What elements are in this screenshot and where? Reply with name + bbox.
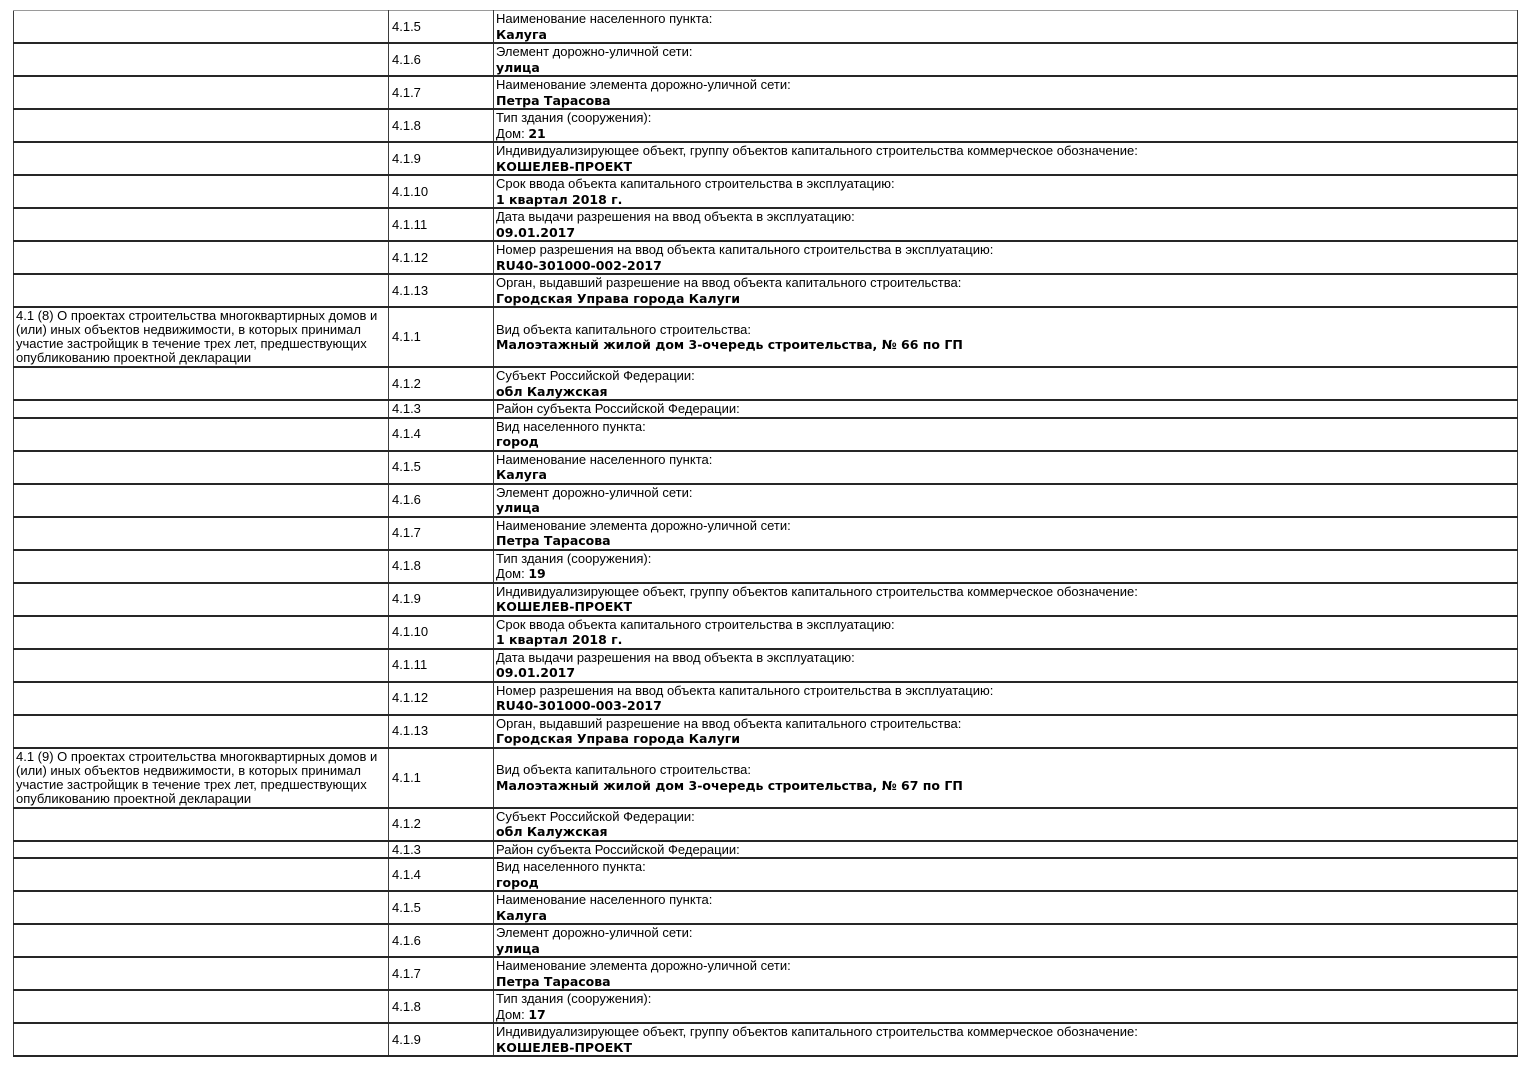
field-label: Субъект Российской Федерации: <box>496 368 695 383</box>
field-label: Наименование элемента дорожно-уличной сети: <box>496 77 791 92</box>
row-content-cell <box>494 484 1518 517</box>
field-label: Орган, выдавший разрешение на ввод объекта капитального строительства: <box>496 275 962 290</box>
field-value-text: 09.01.2017 <box>496 665 576 680</box>
row-code-cell: 4.1.7 <box>389 517 494 550</box>
field-value-text: улица <box>496 500 540 515</box>
field-label: Вид объекта капитального строительства: <box>496 762 752 777</box>
field-label: Вид объекта капитального строительства: <box>496 321 752 337</box>
field-label: Субъект Российской Федерации: <box>496 808 695 824</box>
row-code-cell: 4.1.8 <box>389 109 494 142</box>
table-row <box>14 858 1518 891</box>
row-content-cell <box>494 550 1518 583</box>
table-row <box>14 748 1518 808</box>
field-label: Наименование элемента дорожно-уличной сети: <box>496 517 791 533</box>
row-content-cell <box>494 175 1518 208</box>
table-row <box>14 76 1518 109</box>
row-content-cell <box>494 451 1518 484</box>
table-row <box>14 891 1518 924</box>
field-label: Тип здания (сооружения): <box>496 991 652 1006</box>
row-code-cell: 4.1.5 <box>389 891 494 924</box>
row-code-cell: 4.1.11 <box>389 649 494 682</box>
empty-description-cell <box>14 808 389 841</box>
field-value-text: улица <box>496 940 540 956</box>
table-row <box>14 241 1518 274</box>
field-value-text: 09.01.2017 <box>496 224 576 240</box>
table-row <box>14 1023 1518 1056</box>
field-value <box>496 159 1515 175</box>
row-content-cell <box>494 367 1518 400</box>
field-value <box>496 291 1515 307</box>
field-value-text: обл Калужская <box>496 824 608 839</box>
field-label: Район субъекта Российской Федерации: <box>496 841 740 857</box>
field-value-text: город <box>496 874 539 890</box>
field-value <box>496 599 1515 615</box>
field-value-text: Калуга <box>496 26 547 42</box>
field-value-text: город <box>496 434 539 449</box>
empty-description-cell <box>14 274 389 307</box>
row-code-cell: 4.1.3 <box>389 400 494 418</box>
row-content-cell <box>494 957 1518 990</box>
empty-description-cell <box>14 418 389 451</box>
empty-description-cell <box>14 517 389 550</box>
field-value-text: Петра Тарасова <box>496 973 611 989</box>
table-row <box>14 109 1518 142</box>
table-row <box>14 307 1518 367</box>
table-row <box>14 616 1518 649</box>
row-content-cell <box>494 517 1518 550</box>
row-content-cell <box>494 841 1518 859</box>
field-value-text: 17 <box>528 1006 546 1022</box>
row-content-cell <box>494 43 1518 76</box>
row-content-cell <box>494 142 1518 175</box>
row-code-cell: 4.1.9 <box>389 142 494 175</box>
field-value-text: Малоэтажный жилой дом 3-очередь строительства, № 67 по ГП <box>496 777 963 793</box>
row-content-cell <box>494 418 1518 451</box>
field-label: Район субъекта Российской Федерации: <box>496 401 740 416</box>
field-value <box>496 941 1515 957</box>
row-code-cell: 4.1.12 <box>389 682 494 715</box>
field-value <box>496 1040 1515 1056</box>
row-content-cell <box>494 748 1518 808</box>
section-description-cell: 4.1 (8) О проектах строительства многоквартирных домов и (или) иных объектов недвижимости, в которых принимал участие застройщик в течение трех лет, предшествующих опубликованию проектной декларации <box>14 307 389 367</box>
field-value-text: Калуга <box>496 467 547 482</box>
row-content-cell <box>494 274 1518 307</box>
row-content-cell <box>494 649 1518 682</box>
row-code-cell: 4.1.7 <box>389 957 494 990</box>
field-value-prefix: Дом: <box>496 1006 529 1022</box>
row-content-cell <box>494 924 1518 957</box>
row-content-cell <box>494 715 1518 748</box>
row-code-cell: 4.1.7 <box>389 76 494 109</box>
field-label: Индивидуализирующее объект, группу объектов капитального строительства коммерческое обозначение: <box>496 583 1138 599</box>
table-row <box>14 682 1518 715</box>
table-row <box>14 43 1518 76</box>
table-row <box>14 418 1518 451</box>
row-content-cell <box>494 307 1518 367</box>
field-value <box>496 192 1515 208</box>
table-row <box>14 924 1518 957</box>
field-value-text: Петра Тарасова <box>496 92 611 108</box>
field-value <box>496 27 1515 43</box>
field-label: Наименование населенного пункта: <box>496 892 713 907</box>
table-row <box>14 583 1518 616</box>
section-description-cell <box>14 11 389 44</box>
field-label: Элемент дорожно-уличной сети: <box>496 44 693 59</box>
table-row <box>14 649 1518 682</box>
field-value <box>496 93 1515 109</box>
field-value-text: КОШЕЛЕВ-ПРОЕКТ <box>496 599 632 614</box>
field-value-text: Городская Управа города Калуги <box>496 731 741 746</box>
field-value-text: Калуга <box>496 907 547 923</box>
row-code-cell: 4.1.3 <box>389 841 494 859</box>
row-code-cell: 4.1.5 <box>389 11 494 44</box>
row-code-cell: 4.1.9 <box>389 1023 494 1056</box>
field-value-text: Малоэтажный жилой дом 3-очередь строительства, № 66 по ГП <box>496 337 963 352</box>
empty-description-cell <box>14 715 389 748</box>
row-content-cell <box>494 858 1518 891</box>
empty-description-cell <box>14 175 389 208</box>
field-value <box>496 60 1515 76</box>
table-row <box>14 142 1518 175</box>
empty-description-cell <box>14 367 389 400</box>
row-content-cell <box>494 241 1518 274</box>
field-label: Тип здания (сооружения): <box>496 550 652 566</box>
empty-description-cell <box>14 43 389 76</box>
field-value <box>496 908 1515 924</box>
row-code-cell: 4.1.1 <box>389 307 494 367</box>
field-value-text: КОШЕЛЕВ-ПРОЕКТ <box>496 1039 632 1055</box>
empty-description-cell <box>14 76 389 109</box>
row-code-cell: 4.1.2 <box>389 808 494 841</box>
table-row <box>14 451 1518 484</box>
field-value-text: Городская Управа города Калуги <box>496 290 741 306</box>
field-label: Вид населенного пункта: <box>496 859 646 874</box>
row-content-cell <box>494 990 1518 1023</box>
field-label: Наименование элемента дорожно-уличной сети: <box>496 958 791 973</box>
row-code-cell: 4.1.1 <box>389 748 494 808</box>
field-value-text: 19 <box>528 566 546 581</box>
field-label: Номер разрешения на ввод объекта капитального строительства в эксплуатацию: <box>496 682 994 698</box>
field-value <box>496 566 1515 582</box>
table-row <box>14 400 1518 418</box>
row-code-cell: 4.1.12 <box>389 241 494 274</box>
row-code-cell: 4.1.11 <box>389 208 494 241</box>
field-label: Тип здания (сооружения): <box>496 110 652 125</box>
field-label: Элемент дорожно-уличной сети: <box>496 484 693 500</box>
section-description-cell: 4.1 (9) О проектах строительства многоквартирных домов и (или) иных объектов недвижимости, в которых принимал участие застройщик в течение трех лет, предшествующих опубликованию проектной декларации <box>14 748 389 808</box>
empty-description-cell <box>14 957 389 990</box>
field-label: Дата выдачи разрешения на ввод объекта в эксплуатацию: <box>496 649 855 665</box>
row-content-cell <box>494 1023 1518 1056</box>
table-row <box>14 484 1518 517</box>
field-value <box>496 824 1515 840</box>
field-value-prefix: Дом: <box>496 125 529 141</box>
field-value-text: 1 квартал 2018 г. <box>496 632 623 647</box>
row-code-cell: 4.1.2 <box>389 367 494 400</box>
empty-description-cell <box>14 891 389 924</box>
row-content-cell <box>494 11 1518 44</box>
row-code-cell: 4.1.13 <box>389 715 494 748</box>
field-value-text: Петра Тарасова <box>496 533 611 548</box>
empty-description-cell <box>14 649 389 682</box>
field-value-text: обл Калужская <box>496 383 608 399</box>
empty-description-cell <box>14 241 389 274</box>
row-code-cell: 4.1.10 <box>389 616 494 649</box>
table-row <box>14 841 1518 859</box>
field-value-text: RU40-301000-002-2017 <box>496 257 662 273</box>
table-row <box>14 550 1518 583</box>
field-value <box>496 1007 1515 1023</box>
field-label: Элемент дорожно-уличной сети: <box>496 925 693 940</box>
empty-description-cell <box>14 451 389 484</box>
field-value <box>496 974 1515 990</box>
row-code-cell: 4.1.13 <box>389 274 494 307</box>
field-value <box>496 665 1515 681</box>
declaration-table <box>13 10 1518 1057</box>
table-row <box>14 367 1518 400</box>
row-code-cell: 4.1.8 <box>389 550 494 583</box>
row-content-cell <box>494 109 1518 142</box>
row-code-cell: 4.1.4 <box>389 418 494 451</box>
empty-description-cell <box>14 858 389 891</box>
table-row <box>14 208 1518 241</box>
row-code-cell: 4.1.10 <box>389 175 494 208</box>
empty-description-cell <box>14 109 389 142</box>
row-code-cell: 4.1.8 <box>389 990 494 1023</box>
empty-description-cell <box>14 990 389 1023</box>
table-row <box>14 274 1518 307</box>
field-label: Срок ввода объекта капитального строительства в эксплуатацию: <box>496 176 895 191</box>
field-value-prefix: Дом: <box>496 566 529 581</box>
field-value-text: 21 <box>528 125 546 141</box>
field-value <box>496 434 1515 450</box>
declaration-table-body <box>14 11 1518 1057</box>
field-label: Дата выдачи разрешения на ввод объекта в эксплуатацию: <box>496 209 855 224</box>
field-value-text: RU40-301000-003-2017 <box>496 698 662 713</box>
empty-description-cell <box>14 484 389 517</box>
empty-description-cell <box>14 841 389 859</box>
field-value <box>496 467 1515 483</box>
field-value-text: улица <box>496 59 540 75</box>
row-code-cell: 4.1.6 <box>389 924 494 957</box>
field-label: Вид населенного пункта: <box>496 418 646 434</box>
row-content-cell <box>494 891 1518 924</box>
field-value <box>496 126 1515 142</box>
field-value <box>496 731 1515 747</box>
field-value <box>496 225 1515 241</box>
empty-description-cell <box>14 924 389 957</box>
row-code-cell: 4.1.4 <box>389 858 494 891</box>
field-label: Номер разрешения на ввод объекта капитального строительства в эксплуатацию: <box>496 242 994 257</box>
field-value <box>496 533 1515 549</box>
row-code-cell: 4.1.5 <box>389 451 494 484</box>
field-value <box>496 258 1515 274</box>
field-value <box>496 384 1515 400</box>
field-value <box>496 875 1515 891</box>
field-label: Наименование населенного пункта: <box>496 451 713 467</box>
empty-description-cell <box>14 208 389 241</box>
table-row <box>14 517 1518 550</box>
row-content-cell <box>494 400 1518 418</box>
empty-description-cell <box>14 583 389 616</box>
empty-description-cell <box>14 682 389 715</box>
row-content-cell <box>494 583 1518 616</box>
row-code-cell: 4.1.6 <box>389 43 494 76</box>
field-value <box>496 698 1515 714</box>
table-row <box>14 990 1518 1023</box>
row-content-cell <box>494 208 1518 241</box>
field-label: Наименование населенного пункта: <box>496 11 713 26</box>
table-row <box>14 715 1518 748</box>
field-label: Срок ввода объекта капитального строительства в эксплуатацию: <box>496 616 895 632</box>
field-label: Орган, выдавший разрешение на ввод объекта капитального строительства: <box>496 715 962 731</box>
row-content-cell <box>494 76 1518 109</box>
field-label: Индивидуализирующее объект, группу объектов капитального строительства коммерческое обозначение: <box>496 143 1138 158</box>
row-content-cell <box>494 682 1518 715</box>
empty-description-cell <box>14 616 389 649</box>
field-value-text: 1 квартал 2018 г. <box>496 191 623 207</box>
table-row <box>14 11 1518 44</box>
field-value <box>496 778 1515 794</box>
row-code-cell: 4.1.6 <box>389 484 494 517</box>
table-row <box>14 808 1518 841</box>
table-row <box>14 957 1518 990</box>
field-label: Индивидуализирующее объект, группу объектов капитального строительства коммерческое обозначение: <box>496 1024 1138 1039</box>
field-value <box>496 500 1515 516</box>
field-value <box>496 337 1515 353</box>
empty-description-cell <box>14 550 389 583</box>
row-code-cell: 4.1.9 <box>389 583 494 616</box>
row-content-cell <box>494 616 1518 649</box>
empty-description-cell <box>14 400 389 418</box>
field-value <box>496 632 1515 648</box>
empty-description-cell <box>14 1023 389 1056</box>
field-value-text: КОШЕЛЕВ-ПРОЕКТ <box>496 158 632 174</box>
table-row <box>14 175 1518 208</box>
row-content-cell <box>494 808 1518 841</box>
empty-description-cell <box>14 142 389 175</box>
